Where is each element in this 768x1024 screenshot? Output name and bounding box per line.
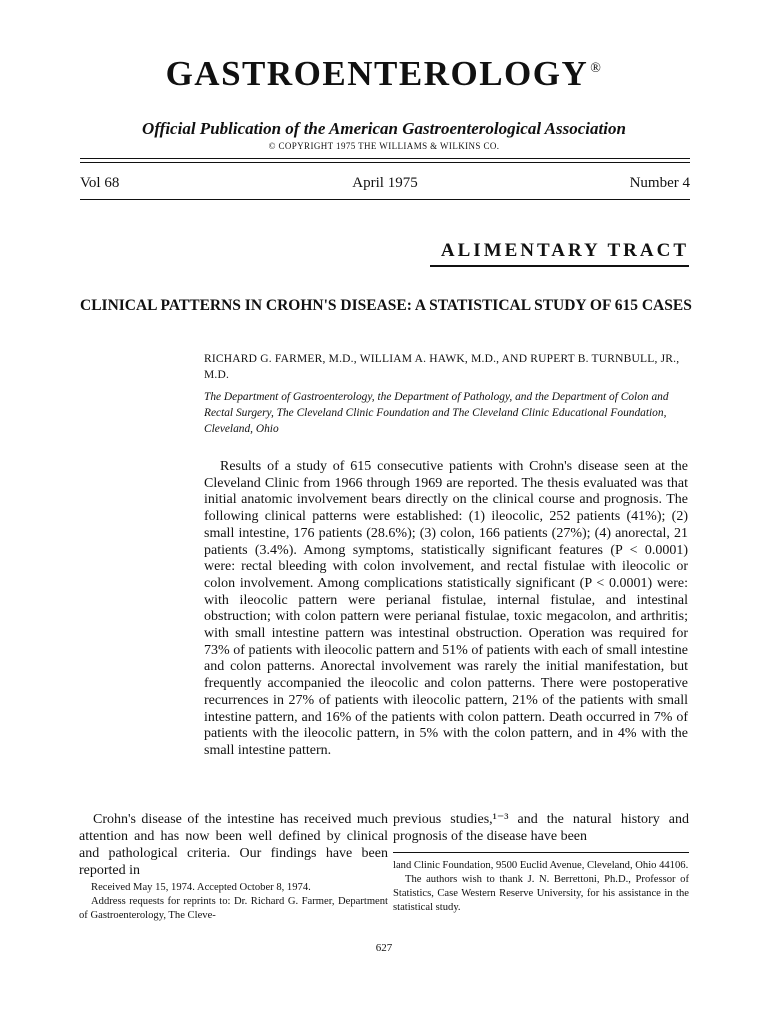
footnote-address: Address requests for reprints to: Dr. Richard G. Farmer, Department of Gastroenterology, The Cleve- <box>79 896 388 921</box>
header-rule-bottom <box>80 199 690 200</box>
section-title: ALIMENTARY TRACT <box>440 240 689 261</box>
journal-subtitle: Official Publication of the American Gastroenterological Association <box>142 119 626 138</box>
journal-title <box>0 54 768 94</box>
footnotes-right <box>393 859 689 915</box>
section-title-underline <box>430 265 689 267</box>
copyright-notice: © COPYRIGHT 1975 THE WILLIAMS & WILKINS CO. <box>268 141 500 151</box>
header-rule-second <box>80 162 690 163</box>
body-column-right <box>393 811 689 845</box>
page-number: 627 <box>375 942 393 954</box>
issue-volume: Vol 68 <box>80 175 120 191</box>
journal-title-text: GASTROENTEROLOGY <box>165 54 589 93</box>
article-affiliation: The Department of Gastroenterology, the Department of Pathology, and the Department of Colon and Rectal Surgery, The Cleveland Clinic Foundation and The Cleveland Clinic Educational Foundation, Cleveland, Ohio <box>204 391 669 435</box>
issue-date: April 1975 <box>352 175 418 191</box>
footnote-address-continued: land Clinic Foundation, 9500 Euclid Avenue, Cleveland, Ohio 44106. <box>393 860 689 871</box>
footnote-received: Received May 15, 1974. Accepted October 8, 1974. <box>91 882 311 893</box>
body-paragraph-left: Crohn's disease of the intestine has received much attention and has now been well defined by clinical and pathological criteria. Our findings have been reported in <box>79 812 388 878</box>
issue-number: Number 4 <box>629 175 690 191</box>
footnotes-left <box>79 881 388 923</box>
registered-mark: ® <box>590 61 603 77</box>
body-paragraph-right: previous studies,¹⁻³ and the natural history and prognosis of the disease have been <box>393 812 689 844</box>
article-title: CLINICAL PATTERNS IN CROHN'S DISEASE: A STATISTICAL STUDY OF 615 CASES <box>80 297 692 314</box>
header-rule-top <box>80 158 690 159</box>
article-abstract: Results of a study of 615 consecutive patients with Crohn's disease seen at the Cleveland Clinic from 1966 through 1969 are reported. The thesis evaluated was that initial anatomic involvement bears directly on the clinical course and prognosis. The following clinical patterns were established: (1) ileocolic, 252 patients (41%); (2) small intestine, 176 patients (28.6%); (3) colon, 166 patients (27%); (4) anorectal, 21 patients (3.4%). Among symptoms, statistically significant features (P < 0.0001) were: rectal bleeding with colon involvement, and rectal fistulae with ileocolic or colon involvement. Among complications statistically significant (P < 0.0001) were: with ileocolic pattern were perianal fistulae, internal fistulae, and intestinal obstruction; with colon pattern were perianal fistulae, toxic megacolon, and arthritis; with small intestine pattern was intestinal obstruction. Operation was required for 73% of patients with ileocolic pattern and 51% of patients with each of small intestine and colon patterns. Anorectal involvement was rarely the initial manifestation, but frequently accompanied the ileocolic and colon patterns. There were postoperative recurrences in 27% of patients with ileocolic pattern, 21% of the patients with small intestine pattern, and 16% of the patients with colon pattern. Death occurred in 7% of patients with the ileocolic pattern, in 5% with the colon pattern, and in 4% with the small intestine pattern. <box>204 459 688 758</box>
body-column-left <box>79 811 388 879</box>
footnote-thanks: The authors wish to thank J. N. Berrettoni, Ph.D., Professor of Statistics, Case Western Reserve University, for his assistance in the statistical study. <box>393 874 689 913</box>
footnote-divider <box>393 852 689 853</box>
article-authors: RICHARD G. FARMER, M.D., WILLIAM A. HAWK, M.D., AND RUPERT B. TURNBULL, JR., M.D. <box>204 353 680 381</box>
